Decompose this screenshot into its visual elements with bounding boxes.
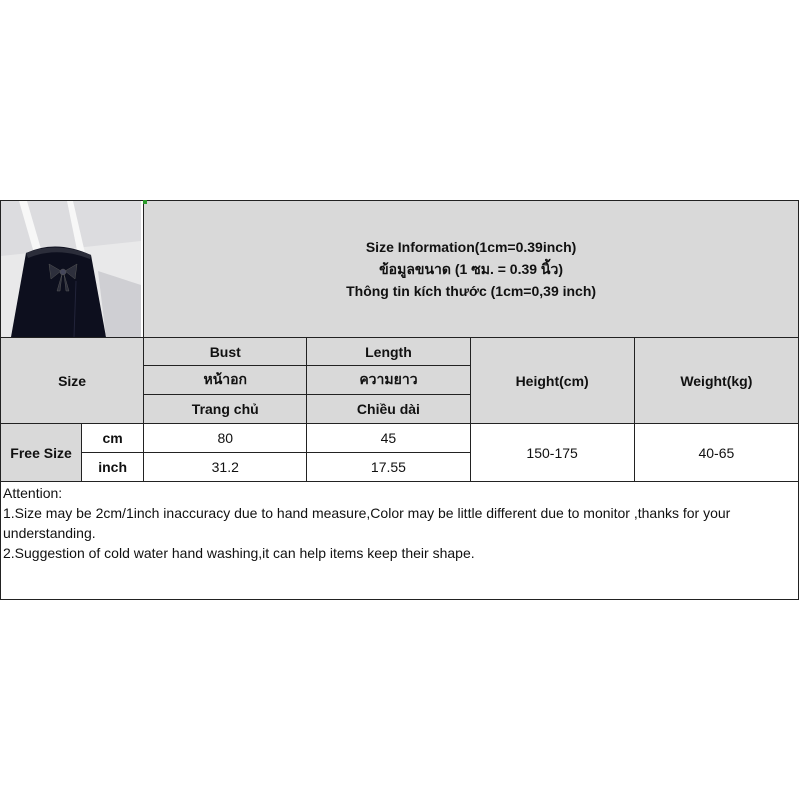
cell-marker — [143, 200, 147, 204]
bust-cm-value: 80 — [144, 424, 307, 453]
length-inch-value: 17.55 — [307, 453, 470, 482]
length-header-th: ความยาว — [307, 366, 470, 395]
size-chart — [0, 200, 799, 600]
size-header: Size — [1, 338, 144, 424]
bust-header-en: Bust — [144, 338, 307, 366]
notes-line-2: 2.Suggestion of cold water hand washing,it can help items keep their shape. — [3, 545, 475, 561]
bust-header-th: หน้าอก — [144, 366, 307, 395]
length-header-vi: Chiều dài — [307, 395, 470, 424]
title-cell — [144, 201, 799, 338]
title-vietnamese: Thông tin kích thước (1cm=0,39 inch) — [346, 283, 597, 299]
height-header: Height(cm) — [470, 338, 634, 424]
notes-line-1: 1.Size may be 2cm/1inch inaccuracy due to hand measure,Color may be little different due to monitor ,thanks for your understanding. — [3, 505, 731, 541]
weight-header: Weight(kg) — [634, 338, 798, 424]
product-photo-cell — [1, 201, 144, 338]
free-size-label: Free Size — [1, 424, 82, 482]
bust-inch-value: 31.2 — [144, 453, 307, 482]
size-table — [0, 200, 799, 482]
length-header-en: Length — [307, 338, 470, 366]
title-english: Size Information(1cm=0.39inch) — [365, 239, 577, 255]
unit-cm: cm — [82, 424, 144, 453]
title-thai: ข้อมูลขนาด (1 ซม. = 0.39 นิ้ว) — [379, 261, 564, 277]
attention-notes — [0, 481, 799, 600]
notes-heading: Attention: — [3, 485, 63, 501]
length-cm-value: 45 — [307, 424, 470, 453]
product-photo — [1, 201, 141, 337]
weight-range: 40-65 — [634, 424, 798, 482]
bust-header-vi: Trang chủ — [144, 395, 307, 424]
height-range: 150-175 — [470, 424, 634, 482]
unit-inch: inch — [82, 453, 144, 482]
